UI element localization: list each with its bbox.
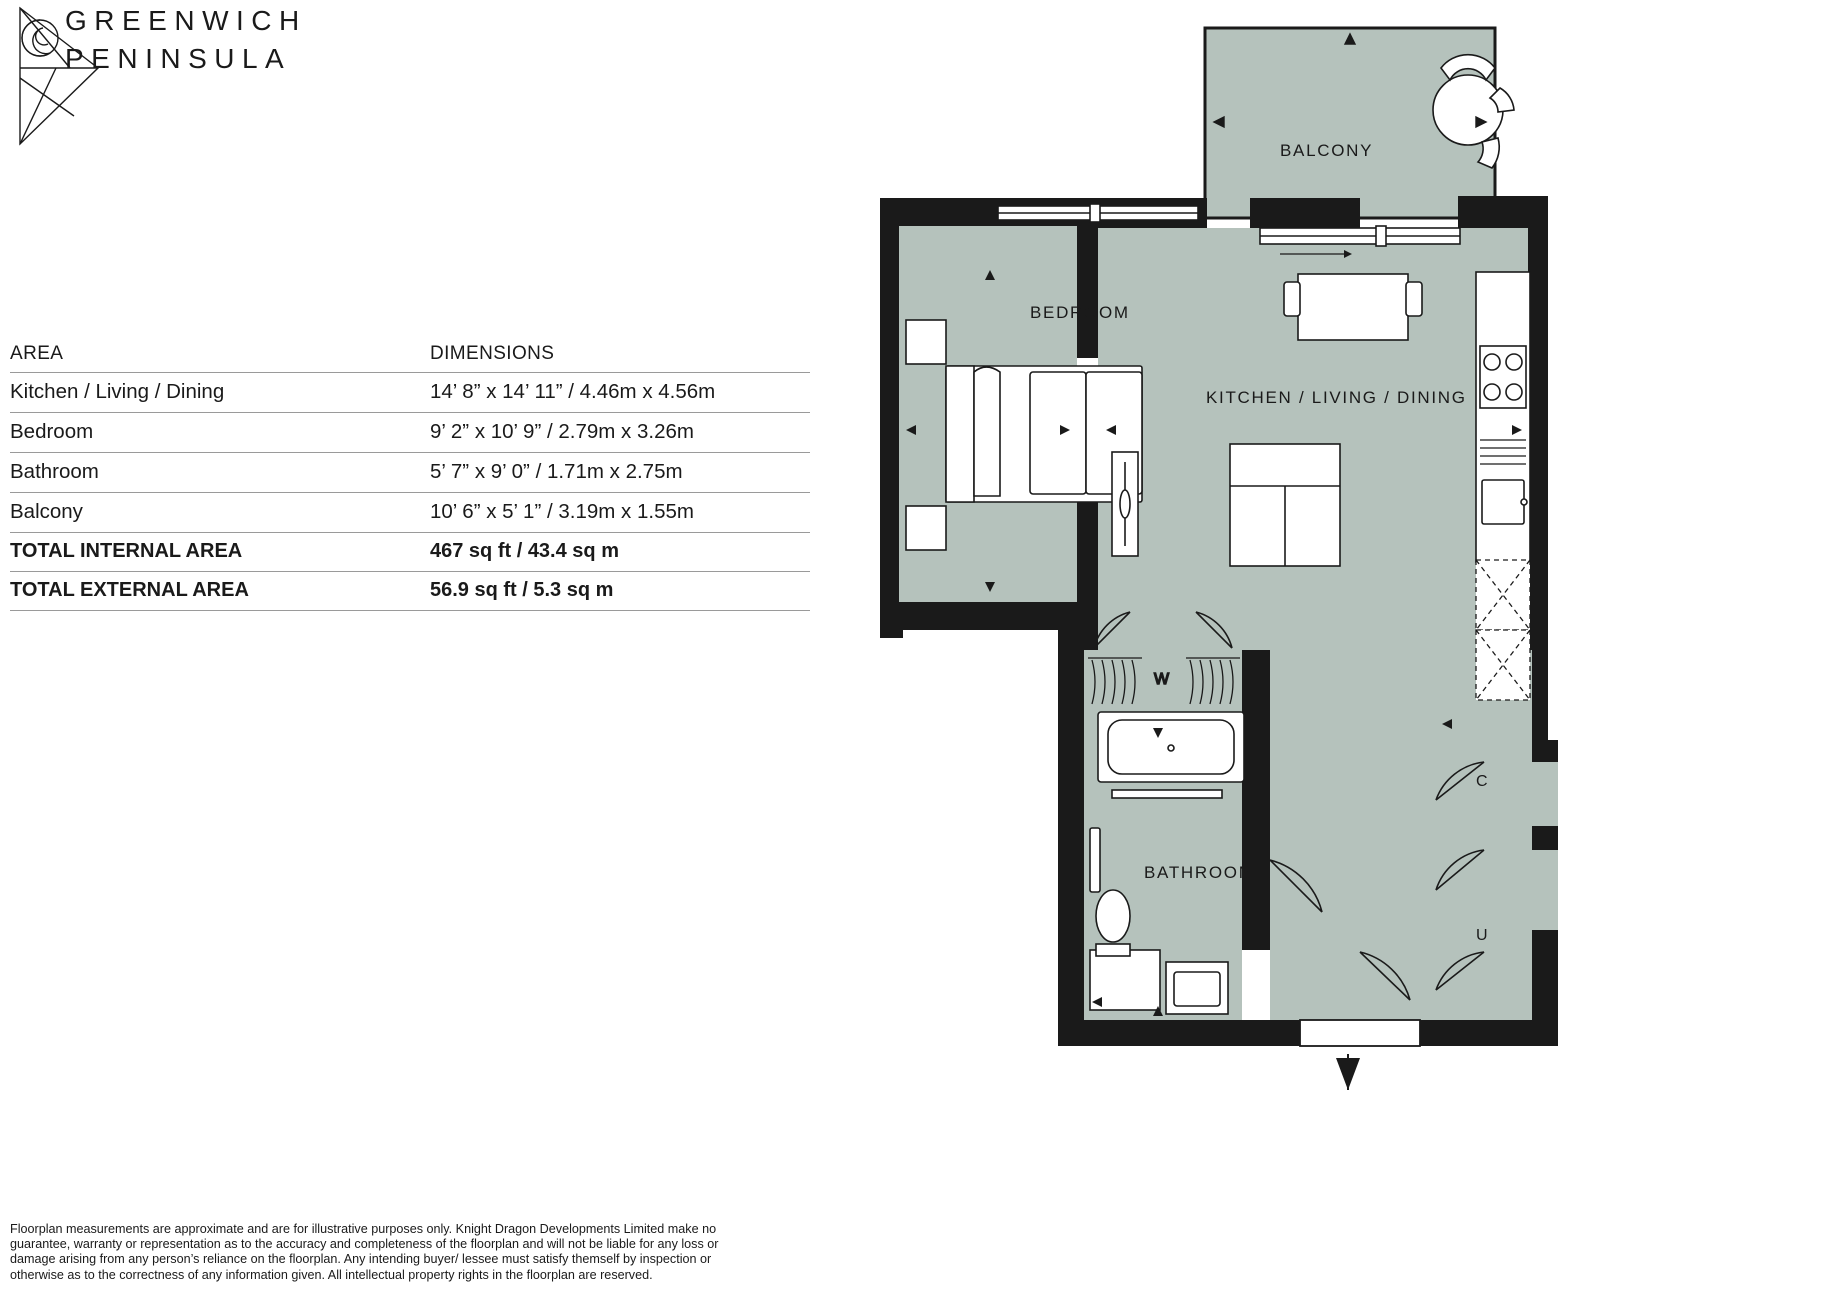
hall-floor [1270, 650, 1532, 1020]
brand-line-2: PENINSULA [65, 43, 292, 74]
wardrobe-label: W [1154, 671, 1171, 688]
row-area-dimensions: 467 sq ft / 43.4 sq m [430, 533, 810, 572]
row-area-name: TOTAL INTERNAL AREA [10, 533, 430, 572]
floorplan-drawing [880, 0, 1840, 1312]
table-header-row [10, 336, 810, 373]
disclaimer-text: Floorplan measurements are approximate and are for illustrative purposes only. Knight Dragon Developments Limited make no guarantee, warranty or representation as to the accuracy and completeness of the floorplan and will not be liable for any loss or damage arising from any person’s reliance on the floorplan. Any intending buyer/ lessee must satisfy themself by inspection or otherwise as to the correctness of any information given. All intellectual property rights in the floorplan are reserved. [10, 1222, 719, 1282]
utility-label: U [1476, 927, 1489, 944]
balcony-area [1205, 28, 1514, 218]
table-row-total-internal [10, 533, 810, 572]
header-dimensions: DIMENSIONS [430, 336, 810, 373]
table-row [10, 453, 810, 493]
bathroom-label: BATHROOM [1144, 863, 1255, 882]
row-area-dimensions: 14’ 8” x 14’ 11” / 4.46m x 4.56m [430, 373, 810, 413]
brand-wordmark [65, 2, 405, 78]
bedroom-label: BEDROOM [1030, 303, 1130, 322]
balcony-label: BALCONY [1280, 141, 1374, 160]
row-area-name: Balcony [10, 493, 430, 533]
row-area-name: Kitchen / Living / Dining [10, 373, 430, 413]
cupboard-floor [1484, 762, 1558, 826]
row-area-dimensions: 9’ 2” x 10’ 9” / 2.79m x 3.26m [430, 413, 810, 453]
utility-floor [1484, 850, 1558, 930]
brand-line-1: GREENWICH [65, 5, 307, 36]
table-row [10, 493, 810, 533]
row-area-dimensions: 10’ 6” x 5’ 1” / 3.19m x 1.55m [430, 493, 810, 533]
kitchen-living-dining-label: KITCHEN / LIVING / DINING [1206, 388, 1467, 407]
table-row [10, 413, 810, 453]
row-area-dimensions: 5’ 7” x 9’ 0” / 1.71m x 2.75m [430, 453, 810, 493]
row-area-dimensions: 56.9 sq ft / 5.3 sq m [430, 572, 810, 611]
row-area-name: TOTAL EXTERNAL AREA [10, 572, 430, 611]
row-area-name: Bedroom [10, 413, 430, 453]
header-area: AREA [10, 336, 430, 373]
area-schedule-table [10, 336, 810, 611]
table-row [10, 373, 810, 413]
brand-block [10, 0, 430, 170]
entrance-door [1300, 1020, 1420, 1090]
cupboard-label: C [1476, 773, 1489, 790]
row-area-name: Bathroom [10, 453, 430, 493]
table-row-total-external [10, 572, 810, 611]
